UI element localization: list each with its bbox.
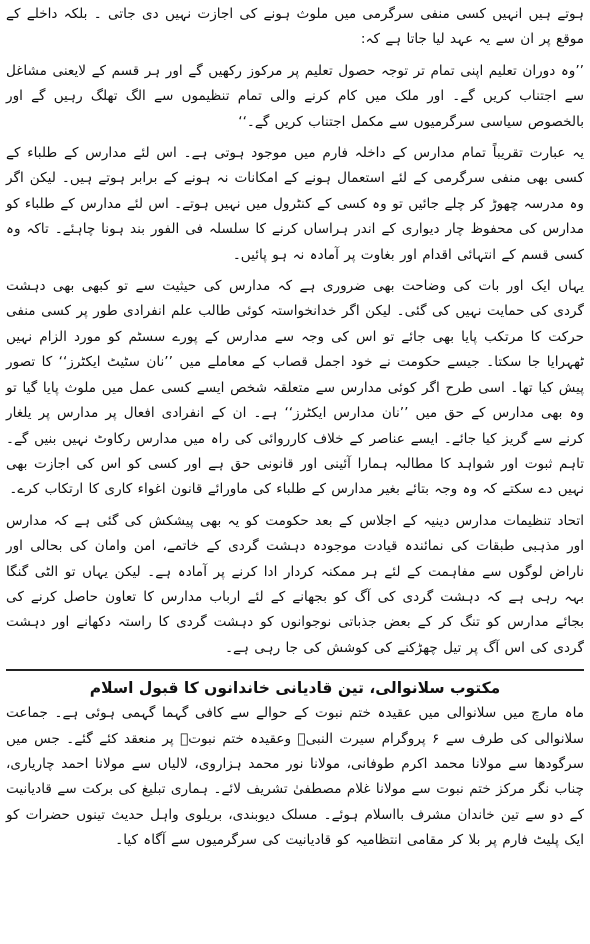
article-salanwali-letter — [6, 675, 584, 853]
article-paragraph: یہ عبارت تقریباً تمام مدارس کے داخلہ فارم میں موجود ہوتی ہے۔ اس لئے مدارس کے طلباء کے کسی بھی منفی سرگرمی کے لئے استعمال ہونے کے امکانات نہ ہونے کے برابر ہوتے ہیں۔ لیکن اگر وہ مدرسہ چھوڑ کر چلے جائیں تو وہ کسی کے کنٹرول میں نہیں ہوتے۔ اس لئے مدارس کے طلباء کو مدارس کی محفوظ چار دیواری کے اندر ہراساں کرنے کا سلسلہ فی الفور بند ہونا چاہئے۔ تاکہ وہ کسی قسم کے انتہائی اقدام اور بغاوت پر آمادہ نہ ہو پائیں۔ — [6, 145, 584, 263]
article-madaris — [6, 2, 584, 661]
article-paragraph: اتحاد تنظیمات مدارس دینیہ کے اجلاس کے بعد حکومت کو یہ بھی پیشکش کی گئی ہے کہ مدارس اور مذہبی طبقات کی نمائندہ قیادت موجودہ دہشت گردی کے خاتمے، امن وامان کی بحالی اور ناراض لوگوں سے مفاہمت کے لئے ہر ممکنہ کردار ادا کرنے پر آمادہ ہے۔ لیکن یہاں تو الٹی گنگا بہہ رہی ہے کہ دہشت گردی کی آگ کو بجھانے کے لئے ارباب مدارس کا تعاون حاصل کرنے کی بجائے مدارس کو تنگ کر کے بعض جذباتی نوجوانوں کو دہشت گردی کا راستہ دکھانے اور دہشت گردی کی اس آگ پر تیل چھڑکنے کی کوشش کی جا رہی ہے۔ — [6, 512, 584, 656]
article-paragraph: ماہ مارچ میں سلانوالی میں عقیدہ ختم نبوت کے حوالے سے کافی گہما گہمی ہوئی ہے۔ جماعت سلانوالی کی طرف سے ۶ پروگرام سیرت النبیؐ وعقیدہ ختم نبوتؐ پر منعقد کئے گئے۔ جس میں سرگودھا سے مولانا محمد اکرم طوفانی، مولانا نور محمد ہزاروی، لالیاں سے مولانا احمد چاریاری، چناب نگر مرکز ختم نبوت سے مولانا غلام مصطفیٰ تشریف لائے۔ ہماری تبلیغ کی برکت سے قادیانیت کے دو سے تین خاندان مشرف بااسلام ہوئے۔ مسلک دیوبندی، بریلوی واہل حدیث تینوں حضرات کو ایک پلیٹ فارم پر بلا کر مقامی انتظامیہ کو قادیانیت کی سرگرمیوں سے آگاہ کیا۔ — [6, 705, 584, 849]
admission-pledge-quote: ’’وہ دوران تعلیم اپنی تمام تر توجہ حصول تعلیم پر مرکوز رکھیں گے اور ہر قسم کے لایعنی مشاغل سے اجتناب کریں گے۔ اور ملک میں کام کرنے والی تمام تنظیموں سے الگ تھلگ رہیں گے اور بالخصوص سیاسی سرگرمیوں سے مکمل اجتناب کریں گے۔‘‘ — [6, 62, 584, 130]
article-paragraph: یہاں ایک اور بات کی وضاحت بھی ضروری ہے کہ مدارس کی حیثیت سے تو کبھی بھی دہشت گردی کی حمایت نہیں کی گئی۔ لیکن اگر خدانخواستہ کوئی طالب علم انفرادی طور پر کسی منفی حرکت کا مرتکب پایا بھی جائے تو اس کی وجہ سے مدارس کے پورے سسٹم کو مورد الزام نہیں ٹھہرایا جا سکتا۔ جیسے حکومت نے خود اجمل قصاب کے معاملے میں ’’نان سٹیٹ ایکٹرز‘‘ کا تصور پیش کیا تھا۔ اسی طرح اگر کوئی مدارس سے متعلقہ شخص ایسے کسی عمل میں ملوث پایا گیا تو وہ بھی مدارس کے حق میں ’’نان مدارس ایکٹرز‘‘ ہے۔ ان کے انفرادی افعال پر مدارس پر یلغار کرنے سے گریز کیا جائے۔ ایسے عناصر کے خلاف کارروائی کی راہ میں مدارس رکاوٹ نہیں بنیں گے۔ تاہم ثبوت اور شواہد کا مطالبہ ہمارا آئینی اور قانونی حق ہے اور کسی کو اس کی اجازت بھی نہیں دے سکتے کہ وہ وجہ بتائے بغیر مدارس کے طلباء کی ماورائے قانون اغواء کاری کا ارتکاب کرے۔ — [6, 278, 584, 498]
section-divider — [6, 669, 584, 671]
article-heading: مکتوب سلانوالی، تین قادیانی خاندانوں کا قبول اسلام — [89, 679, 501, 698]
article-paragraph: ہوتے ہیں انہیں کسی منفی سرگرمی میں ملوث ہونے کی اجازت نہیں دی جاتی ۔ بلکہ داخلے کے موقع پر ان سے یہ عہد لیا جاتا ہے کہ: — [6, 6, 584, 48]
